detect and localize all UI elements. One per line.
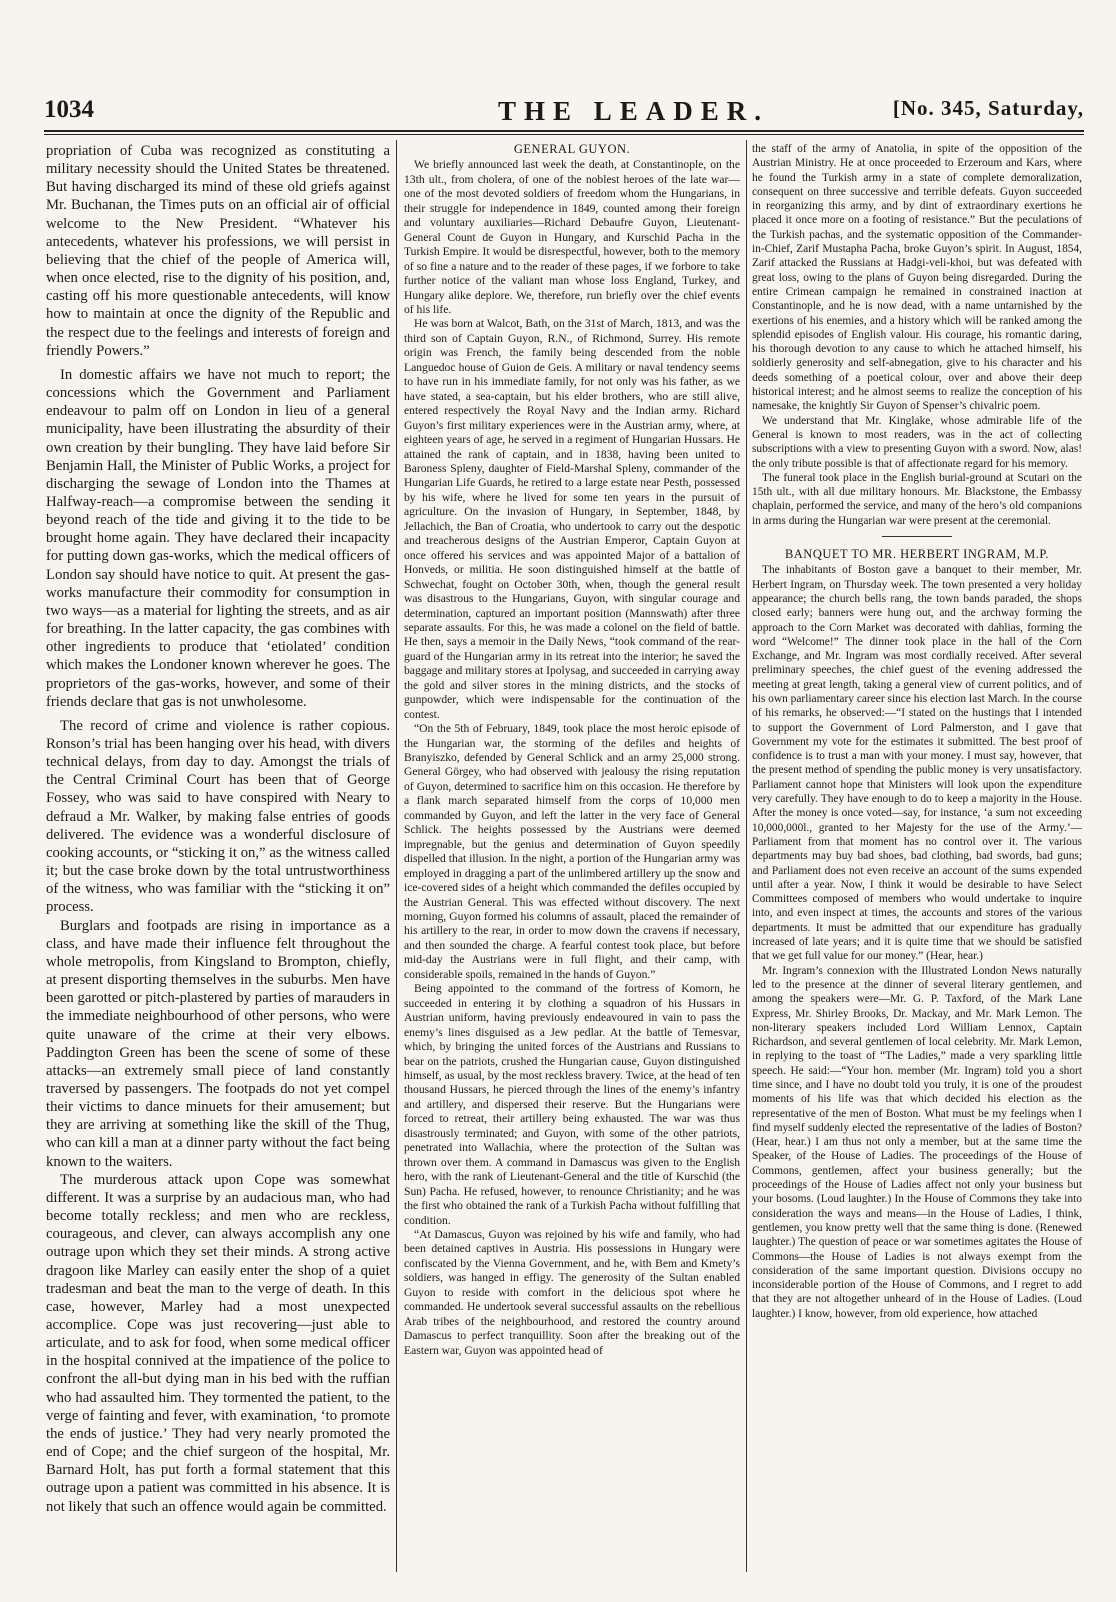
header-rule (44, 130, 1084, 132)
paragraph: The funeral took place in the English burial-ground at Scutari on the 15th ult., with all due military honours. Mr. Blackstone, the Embassy chaplain, performed the service, and many of the hero’s old companions in arms during the Hungarian war were present at the ceremonial. (752, 471, 1082, 527)
masthead-title: THE LEADER. (498, 96, 770, 126)
paragraph: propriation of Cuba was recognized as constituting a military necessity should the United States be threatened. But having discharged its mind of these old griefs against Mr. Buchanan, the Times puts on an official air of official welcome to the New President. “Whatever his antecedents, whatever his professions, we will persist in believing that the chief of the people of America will, when once elected, rise to the dignity of his position, and, casting off his more questionable antecedents, will know how to maintain at once the dignity of the Republic and the respect due to the feelings and interests of foreign and friendly Powers.” (46, 143, 390, 359)
paragraph: In domestic affairs we have not much to report; the concessions which the Government and Parliament endeavour to palm off on London in lieu of a general municipality, have been illustrating the absurdity of their own creation by their bungling. They have laid before Sir Benjamin Hall, the Minister of Public Works, a project for discharging the sewage of London into the Thames at Halfway-reach—a compromise between the sending it beyond reach of the tide and giving it to the tide to be brought home again. They have declared their incapacity for putting down gas-works, which the medical officers of London say should have notice to quit. At present the gas-works manufacture their commodity for consumption in two ways—as a material for lighting the streets, and as air for breathing. In the latter capacity, the gas combines with other ingredients to produce that ‘etiolated’ condition which makes the Londoner known wherever he goes. The proprietors of the gas-works, however, and some of their friends declare that gas is not unwholesome. (46, 366, 390, 710)
paragraph: “On the 5th of February, 1849, took place the most heroic episode of the Hungarian war, the storming of the defiles and heights of Branyiszko, defended by General Schlick and an army 25,000 strong. General Görgey, who had observed with jealousy the rising reputation of Guyon, determined to sacrifice him on this occasion. He therefore by a flank march separated himself from the corps of 10,000 men commanded by Guyon, and left the latter in the very face of General Schlick. The heights possessed by the Austrians were deemed impregnable, but the genius and determination of Guyon speedily dispelled that illusion. In the night, a portion of the Hungarian army was employed in dragging a part of the unlimbered artillery up the snow and ice-covered sides of a height which commanded the defiles occupied by the Austrian General. This was effected without discovery. The next morning, Guyon formed his columns of assault, placed the remainder of his artillery to the rear, in order to mow down the cravens if necessary, and then sounded the charge. A fearful contest took place, but before mid-day the Austrians were in full flight, and their camp, with considerable spoils, remained in the hands of Guyon.” (404, 722, 740, 981)
paragraph: Being appointed to the command of the fortress of Komorn, he succeeded in entering it by clothing a squadron of his Hussars in Austrian uniform, having previously endeavoured in vain to pass the enemy’s lines disguised as a Jew pedlar. At the battle of Temesvar, which, by bringing the united forces of the Austrians and Russians to bear on the patriots, crushed the Hungarian cause, Guyon distinguished himself, as usual, by the most reckless bravery. Twice, at the head of ten thousand Hussars, he pierced through the lines of the enemy’s infantry and artillery, and dispersed their reserve. But the Hungarians were forced to retreat, their artillery being exhausted. The war was thus disastrously terminated; and Guyon, with some of the other patriots, penetrated into Wallachia, where the protection of the Sultan was thrown over them. A command in Damascus was given to the English hero, with the rank of Lieutenant-General and the title of Kurschid (the Sun) Pacha. He refused, however, to renounce Christianity; and he was the first who obtained the rank of a Turkish Pacha without fulfilling that condition. (404, 982, 740, 1227)
article-heading-guyon: GENERAL GUYON. (513, 142, 631, 156)
paragraph: He was born at Walcot, Bath, on the 31st of March, 1813, and was the third son of Captain Guyon, R.N., of Richmond, Surrey. His remote origin was French, the family being descended from the noble Languedoc house of Guion de Geis. A military or naval tendency seems to have run in his immediate family, for not only was his father, as we have stated, a sea-captain, but his elder brothers, who are still alive, entered respectively the Royal Navy and the Indian army. Richard Guyon’s first military experiences were in the Austrian army, where, at eighteen years of age, he served in a regiment of Hungarian Hussars. He attained the rank of captain, and in 1838, having been united to Baroness Spleny, daughter of Field-Marshal Spleny, commander of the Hungarian Life Guards, he retired to a large estate near Pesth, possessed by his wife, where he lived for some ten years in the pursuit of agriculture. On the invasion of Hungary, in September, 1848, by Jellachich, the Ban of Croatia, who undertook to carry out the despotic and treacherous designs of the Austrian Emperor, Captain Guyon at once offered his services and was appointed Major of a battalion of Honveds, or militia. He soon distinguished himself at the battle of Schwechat, fought on October 30th, when, though the general result was disastrous to the Hungarians, Guyon, with singular courage and determination, captured an important position (Mannswath) after three separate assaults. For this, he was made a colonel on the field of battle. He then, says a memoir in the Daily News, “took command of the rear-guard of the Hungarian army in its retreat into the interior; he saved the baggage and military stores at Ipolysag, and succeeded in carrying away the gold and silver stores in the mining districts, and the stocks of gunpowder, which were indispensable for the continuation of the contest. (404, 317, 740, 721)
section-separator (882, 536, 952, 537)
issue-label: [No. 345, Saturday, (892, 96, 1084, 120)
paragraph: We briefly announced last week the death, at Constantinople, on the 13th ult., from cholera, of one of the noblest heroes of the late war—one of the most devoted soldiers of freedom whom the Hungarians, in their struggle for independence in 1849, counted among their foreign and voluntary auxiliaries—Richard Debaufre Guyon, Lieutenant-General Count de Guyon in Hungary, and Kurschid Pacha in the Turkish Empire. It would be disrespectful, however, both to the memory of so fine a nature and to the reader of these pages, if we forbore to take further notice of the valiant man whose loss England, Turkey, and Hungary alike deplore. We, therefore, run briefly over the chief events of his life. (404, 158, 740, 316)
paragraph: The inhabitants of Boston gave a banquet to their member, Mr. Herbert Ingram, on Thursday week. The town presented a very holiday appearance; the church bells rang, the town bands paraded, the shops closed early; banners were hung out, and the archway forming the approach to the Corn Market was decorated with dahlias, forming the word “Welcome!” The dinner took place in the hall of the Corn Exchange, and Mr. Ingram was most cordially received. After several preliminary speeches, the chief guest of the evening addressed the meeting at great length, taking a general view of current politics, and of his own parliamentary career since his election last March. In the course of his remarks, he observed:—“I stated on the hustings that I intended to support the Government of Lord Palmerston, and I gave that Government my vote for the estimates it submitted. The best proof of confidence is to trust a man with your money. I must say, however, that the present method of spending the public money is very unsatisfactory. Parliament cannot hope that Ministers will look upon the expenditure very carefully. They have enough to do to keep a majority in the House. After the money is once voted—say, for instance, ‘a sum not exceeding 10,000,000l., granted to her Majesty for the use of the Army.’—Parliament from that moment has no control over it. The various departments may buy bad shoes, bad clothing, bad swords, bad guns; and Parliament does not even receive an account of the sums expended until after a year. Now, I think it would be desirable to have Select Committees composed of members who would undertake to inquire into, and even inspect at times, the accounts and stores of the various departments. It must be admitted that our expenditure has gradually increased of late years; and it is quite time that we should be satisfied that we get full value for our money.” (Hear, hear.) (752, 564, 1082, 963)
paragraph: Burglars and footpads are rising in importance as a class, and have made their influence felt throughout the whole metropolis, from Kingsland to Brompton, chiefly, at present disporting themselves in the suburbs. Men have been garotted or pitch-plastered by parties of marauders in the immediate neighbourhood of other persons, who were quite unaware of the crime at their very elbows. Paddington Green has been the scene of some of these attacks—an extremely small piece of land constantly traversed by passengers. The footpads do not yet compel their victims to dance minuets for their amusement; but they are arriving at something like the skill of the Thug, who can kill a man at a dinner party without the fact being known to the waiters. (46, 917, 390, 1170)
column-3 (752, 142, 1082, 1570)
paragraph: “At Damascus, Guyon was rejoined by his wife and family, who had been detained captives in Austria. His possessions in Hungary were confiscated by the Vienna Government, and he, with Bem and Kmety’s soldiers, was hanged in effigy. The generosity of the Sultan enabled Guyon to reside with comfort in the delicious spot where he commanded. He undertook several successful assaults on the rebellious Arab tribes of the neighbourhood, and restored the country around Damascus to perfect tranquillity. Soon after the breaking out of the Eastern war, Guyon was appointed head of (404, 1227, 740, 1357)
paragraph: We understand that Mr. Kinglake, whose admirable life of the General is known to most readers, was in the act of collecting subscriptions with a view to presenting Guyon with a sword. Now, alas! the only tribute possible is that of affectionate regard for his memory. (752, 414, 1082, 470)
header-rule-thin (44, 134, 1084, 135)
paragraph: the staff of the army of Anatolia, in spite of the opposition of the Austrian Ministry. He at once proceeded to Erzeroum and Kars, where he found the Turkish army in a state of complete demoralization, consequent on three successive and terrible defeats. Guyon succeeded in reorganizing this army, and by dint of extraordinary exertions he placed it once more on a footing of resistance.” But the peculations of the Turkish pachas, and the systematic opposition of the Commander-in-Chief, Zarif Mustapha Pacha, broke Guyon’s spirit. In August, 1854, Zarif attacked the Russians at Hadgi-veli-khoi, but was defeated with great loss, owing to the plans of Guyon being disregarded. During the entire Crimean campaign he remained in constrained inaction at Constantinople, and he is now dead, with a name untarnished by the exertions of his enemies, and a history which will be ranked among the splendid episodes of English valour. His courage, his romantic daring, his thorough devotion to any cause to which he attached himself, his soldierly generosity and self-abnegation, give to his character and his deeds something of a poetical colour, over and above their deep historical interest; and he almost seems to realize the conception of his namesake, the knightly Sir Guyon of Spenser’s chivalric poem. (752, 143, 1082, 413)
column-divider (746, 140, 747, 1572)
column-divider (396, 140, 397, 1572)
page-number: 1034 (44, 96, 94, 123)
column-2 (404, 142, 740, 1570)
paragraph: Mr. Ingram’s connexion with the Illustrated London News naturally led to the presence at the dinner of several literary gentlemen, and among the speakers were—Mr. G. P. Taxford, of the Mark Lane Express, Mr. Shirley Brooks, Dr. Mackay, and Mr. Mark Lemon. The non-literary speakers included Lord William Lennox, Captain Richardson, and several gentlemen of local celebrity. Mr. Mark Lemon, in replying to the toast of “The Ladies,” made a very sparkling little speech. He said:—“Your hon. member (Mr. Ingram) told you a short time since, and I have no doubt told you truly, it is one of the proudest moments of his life was that which decided his election as the representative of the men of Boston. What must be my feelings when I find myself suddenly elected the representative of the ladies of Boston? (Hear, hear.) I am thus not only a member, but at the same time the Speaker, of the House of Ladies. The proceedings of the House of Commons, gentlemen, affect your business generally; but the proceedings of the House of Ladies affect not only your business but your bosoms. (Loud laughter.) In the House of Commons they take into consideration the ways and means—in the House of Ladies, I think, gentlemen, you know pretty well that the same thing is done. (Renewed laughter.) The question of peace or war sometimes agitates the House of Commons—the House of Ladies is not always exempt from the consideration of the same important question. Divisions occupy no inconsiderable portion of the House of Commons, and I regret to add that they are not altogether unheard of in the House of Ladies. (Loud laughter.) I know, however, from old experience, how attached (752, 964, 1082, 1320)
column-1 (46, 142, 390, 1570)
page-header (44, 96, 1084, 126)
article-heading-banquet: BANQUET TO MR. HERBERT INGRAM, M.P. (784, 547, 1050, 562)
paragraph: The record of crime and violence is rather copious. Ronson’s trial has been hanging over his head, with divers technical delays, from day to day. Amongst the trials of the Central Criminal Court has been that of George Fossey, who was said to have conspired with Neary to defraud a Mr. Walker, by making false entries of goods delivered. The evidence was a wonderful disclosure of cooking accounts, or “sticking it on,” as the witness called it; but the case broke down by the total untrustworthiness of the witness, who was familiar with the “sticking it on” process. (46, 717, 390, 916)
paragraph: The murderous attack upon Cope was somewhat different. It was a surprise by an audacious man, who had become totally reckless; and men who are reckless, courageous, and clever, can always accomplish any one outrage upon which they set their minds. A strong active dragoon like Marley can easily enter the shop of a quiet tradesman and beat the man to the verge of death. In this case, however, Marley had a most unexpected accomplice. Cope was just recovering—just able to articulate, and to ask for food, when some medical officer in the hospital connived at the impatience of the police to confront the all-but dying man in his bed with the ruffian who had assaulted him. They tormented the patient, to the verge of fainting and fever, with examination, ‘to promote the ends of justice.’ They had very nearly promoted the end of Cope; and the chief surgeon of the hospital, Mr. Barnard Holt, has put forth a formal statement that this outrage upon a patient was committed in his absence. It is not likely that such an offence would again be committed. (46, 1171, 390, 1515)
